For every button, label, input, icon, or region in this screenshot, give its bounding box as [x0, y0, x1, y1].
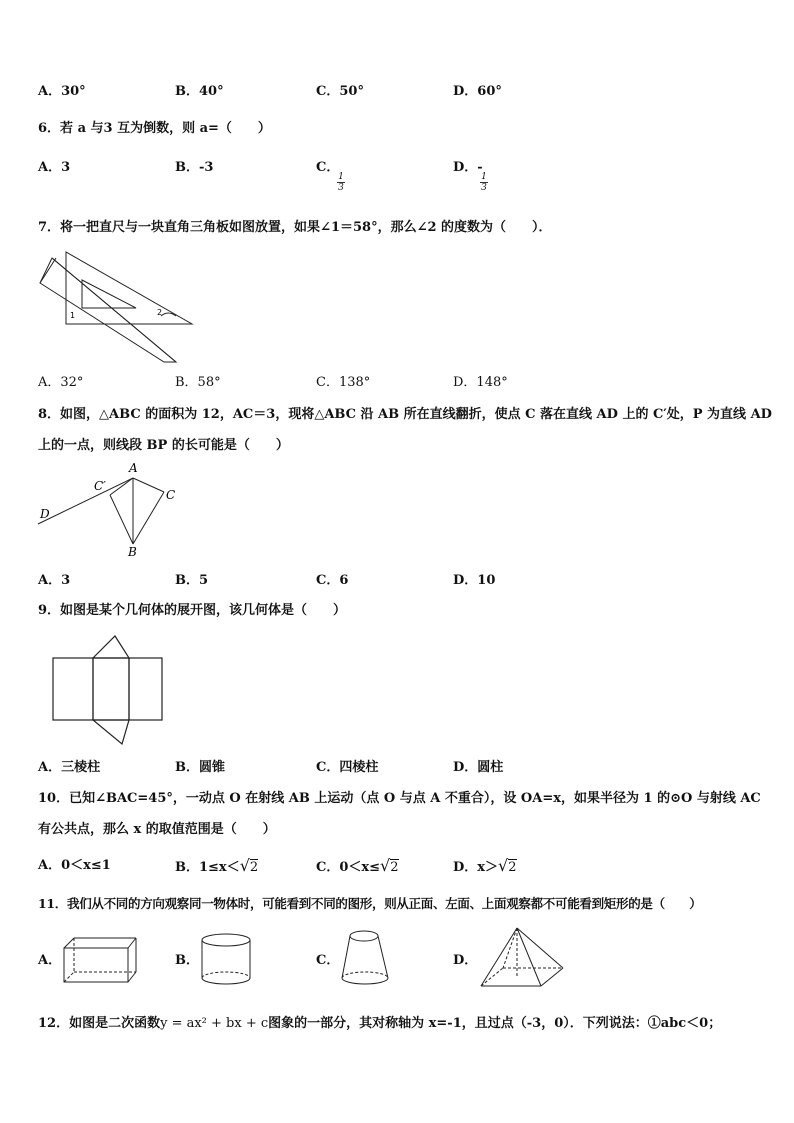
q5-option-c: C．50°	[316, 84, 364, 99]
q10-option-c-text: C．0＜x≤	[316, 860, 381, 875]
label-C-prime: C′	[94, 479, 106, 493]
q12-stem-a: 12．如图是二次函数	[38, 1016, 161, 1031]
q8-option-d: D．10	[453, 573, 496, 588]
q7-option-d-text: D．148°	[453, 375, 508, 390]
q6-option-a: A．3	[38, 160, 71, 175]
q10-stem-line2: 有公共点，那么 x 的取值范围是（ ）	[38, 822, 276, 837]
q8-option-b: B．5	[175, 573, 209, 588]
q11-cuboid-figure	[60, 936, 140, 986]
q7-option-d	[453, 375, 508, 391]
q7-option-b-text: B．58°	[175, 375, 221, 390]
q8-option-c: C．6	[316, 573, 349, 588]
net-triangle-bottom	[93, 720, 129, 744]
q11-stem: 11．我们从不同的方向观察同一物体时，可能看到不同的图形，则从正面、左面、上面观察都不可能看到矩形的是（ ）	[38, 896, 702, 911]
q12-stem	[38, 1016, 721, 1032]
net-face-middle	[93, 658, 129, 720]
q7-stem: 7．将一把直尺与一块直角三角板如图放置，如果∠1＝58°，那么∠2 的度数为（ ）．	[38, 220, 552, 235]
q6-stem: 6．若 a 与3 互为倒数，则 a=（ ）	[38, 121, 271, 136]
q11-cylinder-figure	[198, 932, 258, 988]
sqrt-radicand: 2	[508, 860, 517, 875]
q12-formula: y = ax² + bx + c	[160, 1016, 269, 1031]
q9-option-a: A．三棱柱	[38, 760, 101, 775]
fraction-denominator: 3	[338, 183, 344, 193]
segment-CB	[133, 492, 164, 544]
q10-stem-line1: 10．已知∠BAC=45°，一动点 O 在射线 AB 上运动（点 O 与点 A 不重合），设 OA=x，如果半径为 1 的⊙O 与射线 AC	[38, 791, 761, 806]
sqrt-radicand: 2	[390, 860, 399, 875]
fraction-denominator: 3	[481, 183, 487, 193]
q10-option-d	[453, 858, 517, 876]
q8-option-a: A．3	[38, 573, 71, 588]
q11-pyramid-figure	[477, 924, 567, 994]
q11-option-c-letter: C．	[316, 953, 340, 968]
net-triangle-top	[93, 636, 129, 658]
q9-option-d: D．圆柱	[453, 760, 504, 775]
sqrt-symbol: √	[380, 856, 391, 875]
triangle-outer	[66, 252, 192, 324]
q10-option-b-text: B．1≤x＜	[175, 860, 240, 875]
sqrt-symbol: √	[498, 856, 509, 875]
q7-option-c	[316, 375, 370, 391]
q5-option-a: A．30°	[38, 84, 86, 99]
q6-option-b: B．-3	[175, 160, 214, 175]
segment-C-prime-B	[110, 495, 133, 544]
q6-option-d: D．-	[453, 160, 483, 175]
q7-ruler-triangle-figure	[36, 250, 206, 365]
q11-option-a-letter: A．	[38, 953, 62, 968]
segment-AC	[133, 478, 164, 492]
fraction-numerator: 1	[338, 172, 344, 182]
q6-option-d-fraction	[480, 172, 488, 193]
q10-option-a: A．0＜x≤1	[38, 858, 111, 873]
label-C: C	[166, 488, 176, 502]
q5-option-d: D．60°	[453, 84, 502, 99]
q8-stem-line1: 8．如图，△ABC 的面积为 12，AC＝3，现将△ABC 沿 AB 所在直线翻折，使点 C 落在直线 AD 上的 C′处，P 为直线 AD	[38, 407, 772, 422]
q11-option-d-letter: D．	[453, 953, 478, 968]
q9-option-b: B．圆锥	[175, 760, 225, 775]
q9-stem: 9．如图是某个几何体的展开图，该几何体是（ ）	[38, 603, 347, 618]
q6-option-c-fraction	[337, 172, 345, 193]
q8-fold-figure	[36, 460, 186, 560]
sqrt-symbol: √	[239, 856, 250, 875]
angle-2-label: 2	[157, 308, 163, 317]
net-face-right	[129, 658, 162, 720]
q12-stem-b: 图象的一部分，其对称轴为 x=-1，且过点（-3，0）．下列说法：①abc＜0；	[268, 1016, 722, 1031]
q5-option-b: B．40°	[175, 84, 224, 99]
angle-1-label: 1	[70, 311, 76, 320]
q9-net-figure	[50, 634, 170, 746]
q6-option-c: C．	[316, 160, 340, 175]
fraction-numerator: 1	[481, 172, 487, 182]
q10-option-b	[175, 858, 258, 876]
q8-stem-line2: 上的一点，则线段 BP 的长可能是（ ）	[38, 438, 289, 453]
line-AD	[38, 478, 133, 524]
q11-option-b-letter: B．	[175, 953, 199, 968]
segment-AC-prime	[110, 478, 133, 495]
q11-frustum-figure	[338, 928, 394, 988]
label-A: A	[129, 461, 138, 475]
q9-option-c: C．四棱柱	[316, 760, 379, 775]
q10-option-c	[316, 858, 399, 876]
q10-option-d-text: D．x＞	[453, 860, 499, 875]
q7-option-a	[38, 375, 83, 391]
q7-option-c-text: C．138°	[316, 375, 371, 390]
net-face-left	[53, 658, 93, 720]
sqrt-radicand: 2	[249, 860, 259, 875]
q7-option-b	[175, 375, 221, 391]
triangle-inner	[82, 280, 136, 308]
ruler-shape	[40, 258, 176, 362]
label-B: B	[128, 545, 137, 559]
label-D: D	[40, 507, 50, 521]
q7-option-a-text: A．32°	[38, 375, 84, 390]
